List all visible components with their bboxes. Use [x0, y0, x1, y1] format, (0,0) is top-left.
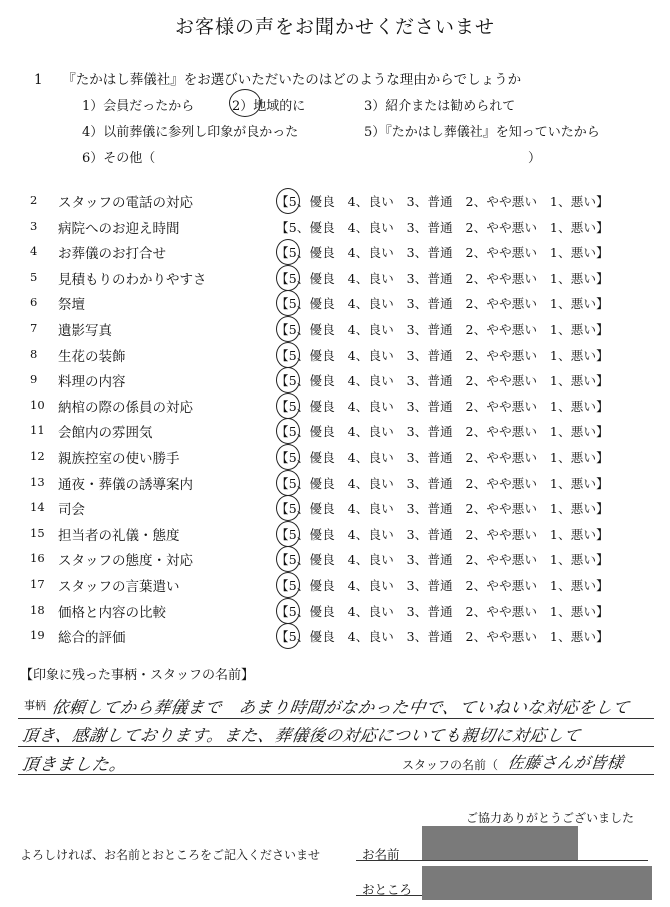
rating-5-circle-mark	[276, 444, 300, 470]
question-number: 4	[30, 244, 38, 259]
q1-option-6-close: ）	[528, 151, 542, 166]
rating-5-circle-mark	[276, 598, 300, 624]
rating-5-circle-mark	[276, 265, 300, 291]
address-label: おところ	[362, 882, 413, 897]
name-redaction	[422, 826, 578, 860]
question-number: 10	[30, 397, 45, 412]
question-1	[34, 68, 521, 88]
notes-line-2[interactable]: 頂き、感謝しております。また、葬儀後の対応についても親切に対応して	[20, 726, 582, 745]
rating-5-circle-mark	[276, 290, 300, 316]
rating-5-circle-mark	[276, 239, 300, 265]
notes-line-1[interactable]: 依頼してから葬儀まで あまり時間がなかった中で、ていねいな対応をして	[50, 698, 631, 717]
notes-heading: 【印象に残った事柄・スタッフの名前】	[20, 668, 255, 683]
notes-rule-1	[18, 718, 654, 719]
question-label: 会館内の雰囲気	[58, 425, 153, 442]
notes-line-3[interactable]: 頂きました。	[20, 755, 129, 775]
q1-option-2[interactable]: 2）地域的に	[232, 99, 306, 114]
rating-scale[interactable]: 【5、優良 4、良い 3、普通 2、やや悪い 1、悪い】	[276, 501, 609, 517]
question-number: 11	[30, 423, 45, 438]
rating-scale[interactable]: 【5、優良 4、良い 3、普通 2、やや悪い 1、悪い】	[276, 603, 609, 619]
rating-5-circle-mark	[276, 418, 300, 444]
question-number: 18	[30, 602, 45, 617]
rating-scale[interactable]: 【5、優良 4、良い 3、普通 2、やや悪い 1、悪い】	[276, 526, 609, 542]
rating-5-circle-mark	[276, 188, 300, 214]
q1-option-1[interactable]: 1）会員だったから	[82, 99, 195, 114]
q1-option-4[interactable]: 4）以前葬儀に参列し印象が良かった	[82, 125, 299, 140]
q1-option-2-circle-mark	[229, 89, 261, 117]
rating-5-circle-mark	[276, 495, 300, 521]
rating-scale[interactable]: 【5、優良 4、良い 3、普通 2、やや悪い 1、悪い】	[276, 629, 609, 645]
question-label: 司会	[58, 502, 85, 519]
question-label: 遺影写真	[58, 323, 112, 339]
question-number: 12	[30, 449, 45, 463]
rating-5-circle-mark	[276, 546, 300, 572]
question-number: 16	[30, 551, 45, 566]
question-label: スタッフの電話の対応	[58, 195, 193, 211]
rating-scale[interactable]: 【5、優良 4、良い 3、普通 2、やや悪い 1、悪い】	[276, 347, 609, 363]
notes-prefix: 事柄	[24, 699, 46, 712]
rating-scale[interactable]: 【5、優良 4、良い 3、普通 2、やや悪い 1、悪い】	[276, 322, 609, 337]
rating-scale[interactable]: 【5、優良 4、良い 3、普通 2、やや悪い 1、悪い】	[276, 475, 609, 491]
question-number: 13	[30, 474, 45, 489]
rating-scale[interactable]: 【5、優良 4、良い 3、普通 2、やや悪い 1、悪い】	[276, 245, 609, 261]
survey-title: お客様の声をお聞かせくださいませ	[174, 16, 495, 38]
rating-5-circle-mark	[276, 521, 300, 547]
question-label: スタッフの言葉遣い	[58, 579, 180, 595]
rating-5-circle-mark	[276, 470, 300, 496]
staff-name-label: スタッフの名前（	[402, 758, 499, 772]
rating-scale[interactable]: 【5、優良 4、良い 3、普通 2、やや悪い 1、悪い】	[276, 270, 609, 286]
rating-scale[interactable]: 【5、優良 4、良い 3、普通 2、やや悪い 1、悪い】	[276, 578, 609, 593]
address-redaction	[422, 866, 652, 900]
question-1-number: 1	[34, 72, 43, 88]
notes-area	[18, 684, 654, 784]
question-label: 病院へのお迎え時間	[58, 220, 180, 237]
rating-5-circle-mark	[276, 316, 300, 342]
question-number: 19	[30, 628, 45, 643]
rating-scale[interactable]: 【5、優良 4、良い 3、普通 2、やや悪い 1、悪い】	[276, 552, 609, 568]
rating-scale[interactable]: 【5、優良 4、良い 3、普通 2、やや悪い 1、悪い】	[276, 194, 609, 209]
question-number: 6	[30, 295, 38, 310]
staff-name-value[interactable]: 佐藤さんが皆様	[506, 753, 625, 772]
name-field[interactable]	[356, 860, 648, 861]
question-label: 総合的評価	[58, 630, 126, 647]
question-label: 料理の内容	[58, 374, 126, 391]
rating-5-circle-mark	[276, 342, 300, 368]
thanks-message: ご協力ありがとうございました	[466, 811, 635, 825]
rating-5-circle-mark	[276, 367, 300, 393]
question-label: スタッフの態度・対応	[58, 553, 193, 570]
question-number: 5	[30, 269, 38, 284]
rating-scale[interactable]: 【5、優良 4、良い 3、普通 2、やや悪い 1、悪い】	[276, 219, 609, 235]
question-1-text: 『たかはし葬儀社』をお選びいただいたのはどのような理由からでしょうか	[62, 72, 522, 88]
q1-option-5[interactable]: 5）『たかはし葬儀社』を知っていたから	[364, 125, 600, 140]
rating-scale[interactable]: 【5、優良 4、良い 3、普通 2、やや悪い 1、悪い】	[276, 424, 609, 440]
question-number: 9	[30, 372, 38, 387]
q1-option-6[interactable]: 6）その他（	[82, 151, 156, 166]
question-number: 14	[30, 500, 45, 515]
question-label: お葬儀のお打合せ	[58, 246, 166, 263]
question-label: 価格と内容の比較	[58, 604, 166, 621]
question-label: 納棺の際の係員の対応	[58, 399, 193, 416]
question-number: 17	[30, 577, 45, 591]
question-number: 3	[30, 218, 38, 233]
rating-scale[interactable]: 【5、優良 4、良い 3、普通 2、やや悪い 1、悪い】	[276, 296, 609, 312]
question-number: 2	[30, 193, 38, 207]
q1-option-3[interactable]: 3）紹介または勧められて	[364, 99, 516, 114]
rating-5-circle-mark	[276, 572, 300, 598]
notes-rule-2	[18, 746, 654, 747]
question-number: 7	[30, 321, 38, 335]
rating-5-circle-mark	[276, 623, 300, 649]
rating-scale[interactable]: 【5、優良 4、良い 3、普通 2、やや悪い 1、悪い】	[276, 450, 609, 465]
address-prompt: よろしければ、お名前とおところをご記入くださいませ	[20, 848, 321, 862]
rating-scale[interactable]: 【5、優良 4、良い 3、普通 2、やや悪い 1、悪い】	[276, 398, 609, 414]
question-label: 担当者の礼儀・態度	[58, 527, 180, 544]
question-label: 生花の装飾	[58, 348, 126, 365]
rating-5-circle-mark	[276, 393, 300, 419]
rating-scale[interactable]: 【5、優良 4、良い 3、普通 2、やや悪い 1、悪い】	[276, 373, 609, 389]
question-number: 15	[30, 525, 45, 540]
question-label: 親族控室の使い勝手	[58, 451, 180, 467]
name-label: お名前	[362, 847, 400, 862]
question-label: 祭壇	[58, 297, 85, 314]
question-label: 見積もりのわかりやすさ	[58, 271, 207, 288]
question-number: 8	[30, 346, 38, 361]
question-label: 通夜・葬儀の誘導案内	[58, 476, 193, 493]
